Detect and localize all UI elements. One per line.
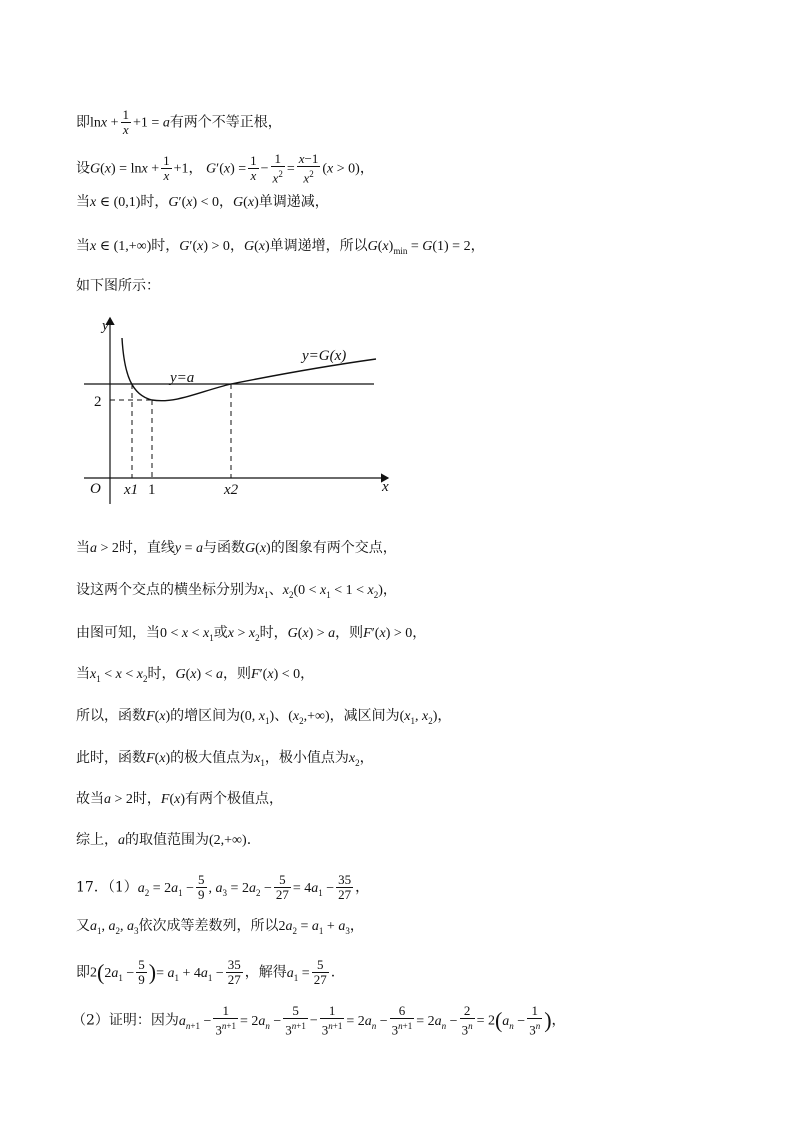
x-tick-label: 1 [148,482,156,498]
line-label: y=a [170,370,195,386]
text-line: 如下图所示： [76,278,160,294]
origin-label: O [90,481,101,497]
text-line: 设G(x) = lnx + $\frac{1}{x}$ +1， G′(x) = $\frac{1}{x}$ − $\frac{1}{x^2}$ = $\frac{x-1}{x^2}$ (x > 0)， [76,151,374,186]
text-line: 此时，函数F(x)的极大值点为$x_1$，极小值点为$x_2$， [76,750,374,768]
text-line: 由图可知，当$0 < x < x_1$或$x > x_2$时，G(x) > a，则F′(x) > 0， [76,625,427,643]
text-line: 综上，a的取值范围为(2,+∞). [76,832,252,848]
text-line: 又$a_1$, $a_2$, $a_3$依次成等差数列，所以$2a_2 = a_1 + a_3$， [76,918,364,936]
curve-label: y=G(x) [302,348,347,364]
text-line: 设这两个交点的横坐标分别为$x_1$、$x_2(0 < x_1 < 1 < x_2)$， [76,582,397,600]
text-line: 即lnx + $\frac{1}{x}$ +1 = a有两个不等正根， [76,107,282,137]
y-axis-label: y [102,318,109,334]
text-line: （2）证明：因为$a_{n+1}$ − $\frac{1}{3^{n+1}}$ = $2a_n$ − $\frac{5}{3^{n+1}}$ − $\frac{1}{3^{n+1}}$ = $2a_n$ − $\frac{6}{3^{n+1}}$ = $2a_n$ − $\frac{2}{3^n}$ = $2(a_n$ − $\frac{1}{3^n}$ )， [72,1003,566,1038]
text-line: 即$2(2a_1$ − $\frac{5}{9}$ )= $a_1 + 4a_1$ − $\frac{35}{27}$ ，解得$a_1$ = $\frac{5}{27}$ . [76,957,336,987]
text-line: 所以，函数F(x)的增区间为(0, $x_1$)、$(x_2,+\infty)$，减区间为($x_1$, $x_2$)， [76,708,452,726]
function-graph [76,308,406,518]
y-tick-label: 2 [94,394,102,410]
text-line: 当x ∈ (0,1)时，G′(x) < 0，G(x)单调递减， [76,194,329,210]
text-line: 故当a > 2时，F(x)有两个极值点， [76,791,284,807]
x-axis-label: x [382,479,389,495]
text-line: 当x ∈ (1,+∞)时，G′(x) > 0，G(x)单调递增，所以$G(x)_{min} = G(1) = 2$， [76,238,485,256]
x-tick-label: x1 [124,482,139,498]
x-tick-label: x2 [224,482,239,498]
text-line: 17．$(1)a_2 = 2a_1$ − $\frac{5}{9}$ , $a_3 = 2a_2$ − $\frac{5}{27}$ = $4a_1$ − $\frac{35}{27}$ ， [76,872,370,902]
text-line: 当a > 2时，直线y = a与函数G(x)的图象有两个交点， [76,540,397,556]
text-line: 当$x_1 < x < x_2$时，G(x) < a，则F′(x) < 0， [76,666,315,684]
